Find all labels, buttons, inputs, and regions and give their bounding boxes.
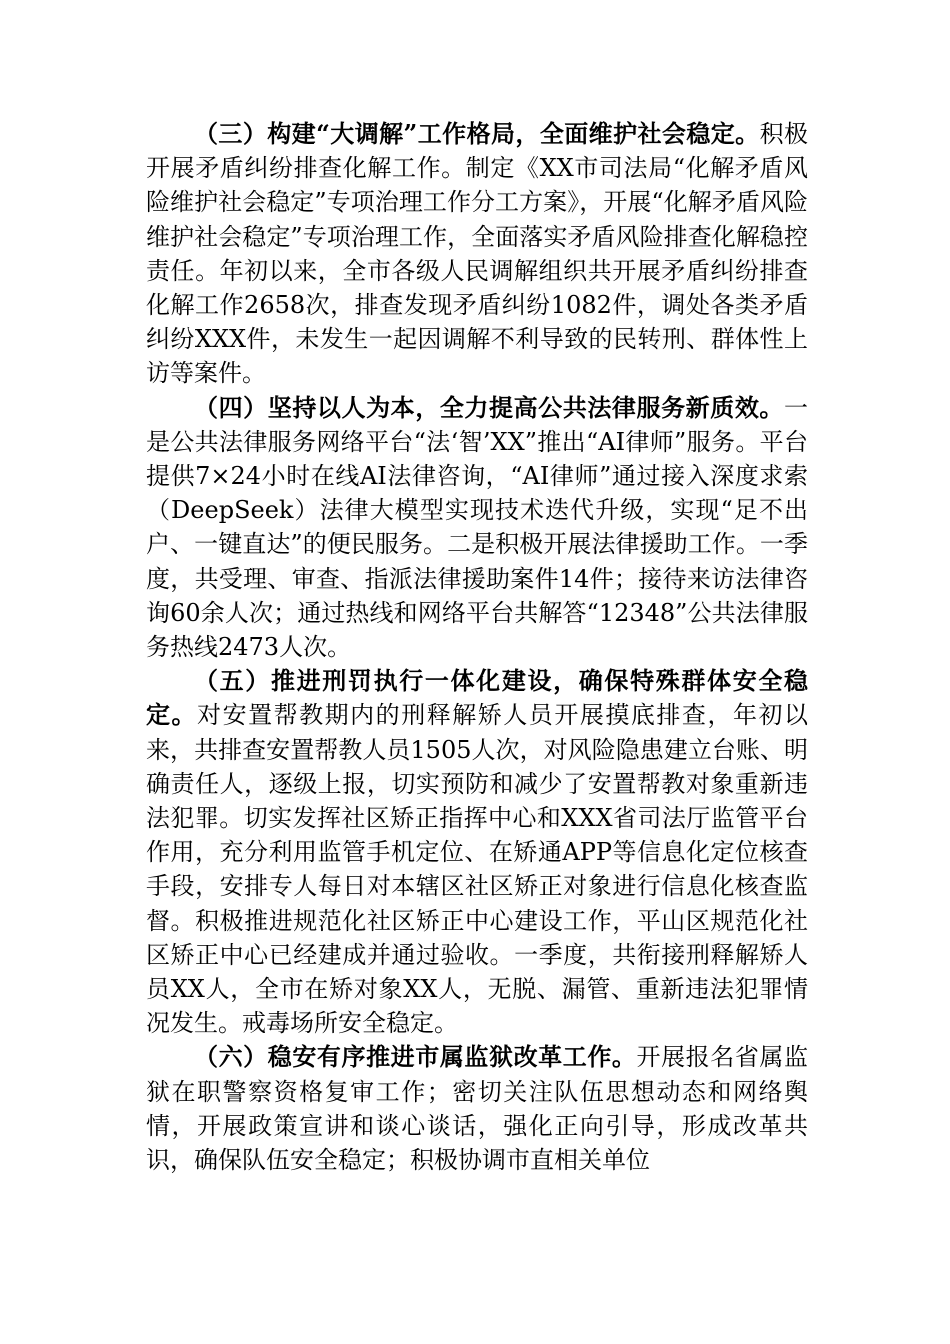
document-page [146, 117, 808, 1177]
section-4-heading: （四）坚持以人为本，全力提高公共法律服务新质效。 [194, 392, 784, 422]
section-6-heading: （六）稳安有序推进市属监狱改革工作。 [194, 1042, 637, 1072]
section-6-body: 开展报名省属监狱在职警察资格复审工作；密切关注队伍思想动态和网络舆情，开展政策宣讲和谈心谈话，强化正向引导，形成改革共识，确保队伍安全稳定；积极协调市直相关单位 [146, 1043, 808, 1175]
section-4-paragraph [146, 391, 808, 665]
section-3-paragraph [146, 117, 808, 391]
section-3-body: 积极开展矛盾纠纷排查化解工作。制定《XX市司法局“化解矛盾风险维护社会稳定”专项治理工作分工方案》，开展“化解矛盾风险维护社会稳定”专项治理工作，全面落实矛盾风险排查化解稳控责任。年初以来，全市各级人民调解组织共开展矛盾纠纷排查化解工作2658次，排查发现矛盾纠纷1082件，调处各类矛盾纠纷XXX件，未发生一起因调解不利导致的民转刑、群体性上访等案件。 [146, 120, 809, 388]
section-5-heading: （五）推进刑罚执行一体化建设，确保特殊群体安全稳定。 [146, 666, 808, 730]
section-3-heading: （三）构建“大调解”工作格局，全面维护社会稳定。 [194, 119, 760, 148]
section-4-body: 一是公共法律服务网络平台“法‘智’XX”推出“AI律师”服务。平台提供7×24小时在线AI法律咨询，“AI律师”通过接入深度求索（DeepSeek）法律大模型实现技术迭代升级，实现“足不出户、一键直达”的便民服务。二是积极开展法律援助工作。一季度，共受理、审查、指派法律援助案件14件；接待来访法律咨询60余人次；通过热线和网络平台共解答“12348”公共法律服务热线2473人次。 [146, 393, 808, 662]
section-5-paragraph [146, 664, 808, 1040]
section-6-paragraph [146, 1040, 808, 1177]
section-5-body: 对安置帮教期内的刑释解矫人员开展摸底排查，年初以来，共排查安置帮教人员1505人次，对风险隐患建立台账、明确责任人，逐级上报，切实预防和减少了安置帮教对象重新违法犯罪。切实发挥社区矫正指挥中心和XXX省司法厅监管平台作用，充分利用监管手机定位、在矫通APP等信息化定位核查手段，安排专人每日对本辖区社区矫正对象进行信息化核查监督。积极推进规范化社区矫正中心建设工作，平山区规范化社区矫正中心已经建成并通过验收。一季度，共衔接刑释解矫人员XX人，全市在矫对象XX人，无脱、漏管、重新违法犯罪情况发生。戒毒场所安全稳定。 [146, 701, 809, 1038]
